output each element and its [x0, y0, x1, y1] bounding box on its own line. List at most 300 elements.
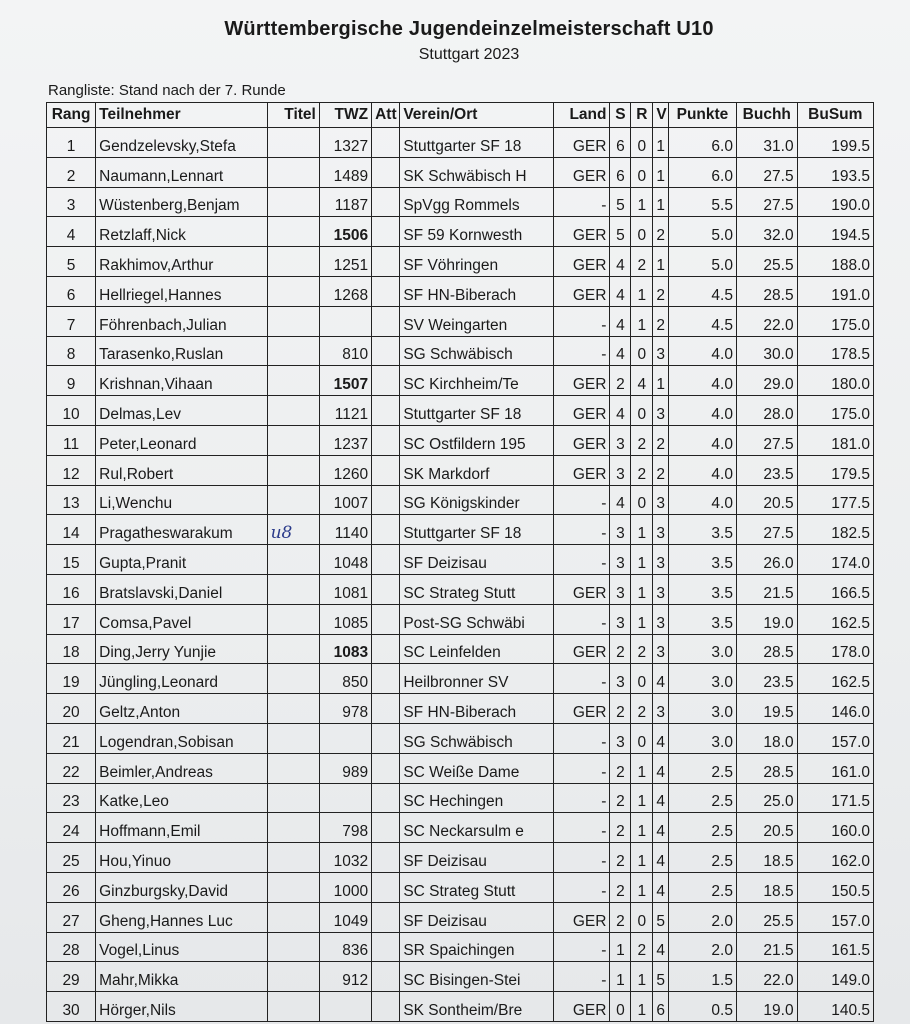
title-cell: [267, 276, 319, 306]
club-cell: SC Leinfelden: [400, 634, 554, 664]
buchholz-cell: 20.5: [736, 485, 797, 515]
wins-cell: 4: [610, 306, 631, 336]
att-cell: [372, 723, 400, 753]
buchholz-cell: 18.5: [736, 843, 797, 873]
title-cell: [267, 753, 319, 783]
att-cell: [372, 604, 400, 634]
table-row: [47, 306, 874, 336]
club-cell: SF 59 Kornwesth: [400, 217, 554, 247]
rating-cell: [319, 306, 371, 336]
points-cell: 3.0: [669, 723, 737, 753]
draws-cell: 0: [631, 902, 653, 932]
buchholz-cell: 21.5: [736, 574, 797, 604]
column-header: BuSum: [797, 103, 873, 128]
buchholz-cell: 23.5: [736, 664, 797, 694]
points-cell: 3.5: [669, 545, 737, 575]
country-cell: -: [554, 932, 610, 962]
wins-cell: 3: [610, 425, 631, 455]
draws-cell: 0: [631, 396, 653, 426]
losses-cell: 3: [653, 694, 669, 724]
participant-cell: Hellriegel,Hannes: [96, 276, 267, 306]
participant-cell: Peter,Leonard: [96, 425, 267, 455]
rating-cell: 1081: [319, 574, 371, 604]
wins-cell: 3: [610, 604, 631, 634]
table-row: [47, 187, 874, 217]
club-cell: SF HN-Biberach: [400, 694, 554, 724]
table-row: [47, 217, 874, 247]
column-header: S: [610, 103, 631, 128]
buchholz-cell: 27.5: [736, 157, 797, 187]
buchholz-cell: 32.0: [736, 217, 797, 247]
rating-cell: 1489: [319, 157, 371, 187]
points-cell: 2.5: [669, 753, 737, 783]
title-cell: [267, 902, 319, 932]
rank-cell: 2: [47, 157, 96, 187]
losses-cell: 4: [653, 753, 669, 783]
rank-cell: 4: [47, 217, 96, 247]
losses-cell: 6: [653, 992, 669, 1022]
att-cell: [372, 664, 400, 694]
table-row: [47, 276, 874, 306]
table-row: [47, 813, 874, 843]
draws-cell: 4: [631, 366, 653, 396]
country-cell: -: [554, 872, 610, 902]
participant-cell: Ginzburgsky,David: [96, 872, 267, 902]
points-cell: 4.5: [669, 276, 737, 306]
wins-cell: 6: [610, 157, 631, 187]
club-cell: SK Schwäbisch H: [400, 157, 554, 187]
points-cell: 2.5: [669, 843, 737, 873]
att-cell: [372, 902, 400, 932]
rating-cell: 1000: [319, 872, 371, 902]
busum-cell: 182.5: [797, 515, 873, 545]
buchholz-cell: 27.5: [736, 515, 797, 545]
att-cell: [372, 366, 400, 396]
country-cell: GER: [554, 425, 610, 455]
att-cell: [372, 843, 400, 873]
losses-cell: 4: [653, 723, 669, 753]
wins-cell: 2: [610, 783, 631, 813]
table-row: [47, 157, 874, 187]
losses-cell: 1: [653, 366, 669, 396]
draws-cell: 1: [631, 992, 653, 1022]
participant-cell: Tarasenko,Ruslan: [96, 336, 267, 366]
buchholz-cell: 25.5: [736, 247, 797, 277]
att-cell: [372, 694, 400, 724]
participant-cell: Krishnan,Vihaan: [96, 366, 267, 396]
losses-cell: 5: [653, 962, 669, 992]
points-cell: 5.0: [669, 217, 737, 247]
club-cell: SC Kirchheim/Te: [400, 366, 554, 396]
points-cell: 6.0: [669, 157, 737, 187]
rating-cell: 1507: [319, 366, 371, 396]
draws-cell: 1: [631, 574, 653, 604]
title-cell: [267, 783, 319, 813]
title-cell: [267, 932, 319, 962]
busum-cell: 166.5: [797, 574, 873, 604]
table-row: [47, 515, 874, 545]
table-body: [47, 128, 874, 1022]
rank-cell: 16: [47, 574, 96, 604]
table-row: [47, 574, 874, 604]
wins-cell: 2: [610, 813, 631, 843]
points-cell: 4.0: [669, 425, 737, 455]
table-row: [47, 783, 874, 813]
title-cell: [267, 723, 319, 753]
table-row: [47, 872, 874, 902]
points-cell: 3.0: [669, 634, 737, 664]
country-cell: -: [554, 187, 610, 217]
losses-cell: 1: [653, 187, 669, 217]
losses-cell: 1: [653, 157, 669, 187]
column-header: TWZ: [319, 103, 371, 128]
att-cell: [372, 425, 400, 455]
rating-cell: 1007: [319, 485, 371, 515]
wins-cell: 2: [610, 872, 631, 902]
points-cell: 4.0: [669, 455, 737, 485]
points-cell: 4.5: [669, 306, 737, 336]
participant-cell: Comsa,Pavel: [96, 604, 267, 634]
draws-cell: 0: [631, 128, 653, 158]
club-cell: SR Spaichingen: [400, 932, 554, 962]
buchholz-cell: 21.5: [736, 932, 797, 962]
rank-cell: 11: [47, 425, 96, 455]
busum-cell: 177.5: [797, 485, 873, 515]
att-cell: [372, 128, 400, 158]
draws-cell: 1: [631, 545, 653, 575]
losses-cell: 2: [653, 306, 669, 336]
column-header: Punkte: [669, 103, 737, 128]
rating-cell: 850: [319, 664, 371, 694]
wins-cell: 3: [610, 574, 631, 604]
participant-cell: Bratslavski,Daniel: [96, 574, 267, 604]
busum-cell: 194.5: [797, 217, 873, 247]
points-cell: 1.5: [669, 962, 737, 992]
country-cell: GER: [554, 366, 610, 396]
rank-cell: 21: [47, 723, 96, 753]
busum-cell: 188.0: [797, 247, 873, 277]
losses-cell: 2: [653, 455, 669, 485]
wins-cell: 4: [610, 276, 631, 306]
rating-cell: 1251: [319, 247, 371, 277]
column-header: Teilnehmer: [96, 103, 267, 128]
club-cell: SC Strateg Stutt: [400, 574, 554, 604]
points-cell: 0.5: [669, 992, 737, 1022]
draws-cell: 1: [631, 753, 653, 783]
club-cell: SF HN-Biberach: [400, 276, 554, 306]
club-cell: SC Weiße Dame: [400, 753, 554, 783]
rank-cell: 25: [47, 843, 96, 873]
country-cell: GER: [554, 455, 610, 485]
draws-cell: 2: [631, 694, 653, 724]
att-cell: [372, 276, 400, 306]
country-cell: -: [554, 604, 610, 634]
title-cell: [267, 843, 319, 873]
rank-cell: 13: [47, 485, 96, 515]
ranking-table: [46, 102, 874, 1022]
rating-cell: 1260: [319, 455, 371, 485]
page-title: Württembergische Jugendeinzelmeisterschaft U10: [224, 18, 714, 40]
club-cell: SK Markdorf: [400, 455, 554, 485]
points-cell: 4.0: [669, 396, 737, 426]
participant-cell: Wüstenberg,Benjam: [96, 187, 267, 217]
buchholz-cell: 30.0: [736, 336, 797, 366]
club-cell: SF Deizisau: [400, 902, 554, 932]
country-cell: -: [554, 664, 610, 694]
club-cell: SC Hechingen: [400, 783, 554, 813]
wins-cell: 3: [610, 545, 631, 575]
title-cell: [267, 694, 319, 724]
table-row: [47, 396, 874, 426]
rating-cell: 989: [319, 753, 371, 783]
att-cell: [372, 932, 400, 962]
busum-cell: 175.0: [797, 396, 873, 426]
busum-cell: 162.5: [797, 664, 873, 694]
losses-cell: 4: [653, 813, 669, 843]
title-cell: [267, 604, 319, 634]
table-row: [47, 843, 874, 873]
table-row: [47, 723, 874, 753]
title-cell: [267, 545, 319, 575]
column-header: Buchh: [736, 103, 797, 128]
club-cell: Post-SG Schwäbi: [400, 604, 554, 634]
country-cell: -: [554, 753, 610, 783]
losses-cell: 3: [653, 515, 669, 545]
att-cell: [372, 962, 400, 992]
participant-cell: Li,Wenchu: [96, 485, 267, 515]
participant-cell: Pragatheswarakum: [96, 515, 267, 545]
table-row: [47, 634, 874, 664]
country-cell: GER: [554, 128, 610, 158]
att-cell: [372, 306, 400, 336]
club-cell: Stuttgarter SF 18: [400, 396, 554, 426]
wins-cell: 2: [610, 753, 631, 783]
rank-cell: 29: [47, 962, 96, 992]
rating-cell: 978: [319, 694, 371, 724]
participant-cell: Delmas,Lev: [96, 396, 267, 426]
title-cell: [267, 813, 319, 843]
points-cell: 2.0: [669, 932, 737, 962]
losses-cell: 3: [653, 485, 669, 515]
club-cell: Stuttgarter SF 18: [400, 515, 554, 545]
draws-cell: 2: [631, 634, 653, 664]
participant-cell: Gheng,Hannes Luc: [96, 902, 267, 932]
table-row: [47, 247, 874, 277]
rating-cell: 1085: [319, 604, 371, 634]
losses-cell: 5: [653, 902, 669, 932]
table-row: [47, 545, 874, 575]
losses-cell: 4: [653, 783, 669, 813]
rank-cell: 28: [47, 932, 96, 962]
draws-cell: 2: [631, 932, 653, 962]
draws-cell: 0: [631, 723, 653, 753]
country-cell: GER: [554, 634, 610, 664]
table-row: [47, 604, 874, 634]
rank-cell: 14: [47, 515, 96, 545]
buchholz-cell: 19.5: [736, 694, 797, 724]
att-cell: [372, 634, 400, 664]
att-cell: [372, 455, 400, 485]
wins-cell: 5: [610, 187, 631, 217]
title-cell: [267, 574, 319, 604]
buchholz-cell: 20.5: [736, 813, 797, 843]
rank-cell: 5: [47, 247, 96, 277]
losses-cell: 2: [653, 425, 669, 455]
rating-cell: 1048: [319, 545, 371, 575]
losses-cell: 4: [653, 843, 669, 873]
country-cell: GER: [554, 276, 610, 306]
draws-cell: 2: [631, 425, 653, 455]
country-cell: -: [554, 813, 610, 843]
rating-cell: 798: [319, 813, 371, 843]
points-cell: 2.0: [669, 902, 737, 932]
club-cell: SpVgg Rommels: [400, 187, 554, 217]
att-cell: [372, 485, 400, 515]
title-cell: [267, 336, 319, 366]
losses-cell: 3: [653, 574, 669, 604]
title-cell: [267, 128, 319, 158]
table-row: [47, 485, 874, 515]
participant-cell: Föhrenbach,Julian: [96, 306, 267, 336]
draws-cell: 1: [631, 783, 653, 813]
wins-cell: 2: [610, 694, 631, 724]
draws-cell: 1: [631, 962, 653, 992]
page-subtitle: Stuttgart 2023: [418, 46, 520, 63]
country-cell: -: [554, 843, 610, 873]
table-row: [47, 753, 874, 783]
country-cell: GER: [554, 574, 610, 604]
wins-cell: 5: [610, 217, 631, 247]
wins-cell: 1: [610, 932, 631, 962]
points-cell: 4.0: [669, 336, 737, 366]
table-row: [47, 128, 874, 158]
rank-cell: 7: [47, 306, 96, 336]
participant-cell: Mahr,Mikka: [96, 962, 267, 992]
buchholz-cell: 18.0: [736, 723, 797, 753]
losses-cell: 3: [653, 545, 669, 575]
title-cell: [267, 962, 319, 992]
table-row: [47, 366, 874, 396]
wins-cell: 4: [610, 336, 631, 366]
buchholz-cell: 27.5: [736, 425, 797, 455]
buchholz-cell: 22.0: [736, 306, 797, 336]
busum-cell: 180.0: [797, 366, 873, 396]
table-row: [47, 425, 874, 455]
att-cell: [372, 545, 400, 575]
att-cell: [372, 515, 400, 545]
wins-cell: 3: [610, 515, 631, 545]
points-cell: 2.5: [669, 813, 737, 843]
draws-cell: 1: [631, 813, 653, 843]
column-header: R: [631, 103, 653, 128]
country-cell: GER: [554, 992, 610, 1022]
wins-cell: 2: [610, 634, 631, 664]
title-cell: [267, 247, 319, 277]
busum-cell: 179.5: [797, 455, 873, 485]
participant-cell: Geltz,Anton: [96, 694, 267, 724]
title-cell: [267, 872, 319, 902]
rank-cell: 30: [47, 992, 96, 1022]
rank-cell: 17: [47, 604, 96, 634]
rating-cell: 1083: [319, 634, 371, 664]
title-cell: [267, 157, 319, 187]
column-header: Titel: [267, 103, 319, 128]
busum-cell: 191.0: [797, 276, 873, 306]
busum-cell: 150.5: [797, 872, 873, 902]
title-cell: u8: [267, 515, 319, 545]
points-cell: 4.0: [669, 366, 737, 396]
rating-cell: 810: [319, 336, 371, 366]
country-cell: -: [554, 306, 610, 336]
rank-cell: 9: [47, 366, 96, 396]
losses-cell: 2: [653, 276, 669, 306]
table-row: [47, 455, 874, 485]
participant-cell: Rakhimov,Arthur: [96, 247, 267, 277]
buchholz-cell: 31.0: [736, 128, 797, 158]
club-cell: SC Bisingen-Stei: [400, 962, 554, 992]
title-cell: [267, 664, 319, 694]
points-cell: 3.0: [669, 694, 737, 724]
draws-cell: 1: [631, 515, 653, 545]
busum-cell: 161.0: [797, 753, 873, 783]
country-cell: -: [554, 723, 610, 753]
wins-cell: 6: [610, 128, 631, 158]
wins-cell: 1: [610, 962, 631, 992]
points-cell: 3.5: [669, 515, 737, 545]
column-header: Verein/Ort: [400, 103, 554, 128]
draws-cell: 0: [631, 157, 653, 187]
rating-cell: 912: [319, 962, 371, 992]
rating-cell: 1506: [319, 217, 371, 247]
club-cell: SF Deizisau: [400, 545, 554, 575]
club-cell: SC Neckarsulm e: [400, 813, 554, 843]
att-cell: [372, 396, 400, 426]
att-cell: [372, 813, 400, 843]
losses-cell: 4: [653, 932, 669, 962]
busum-cell: 140.5: [797, 992, 873, 1022]
draws-cell: 1: [631, 187, 653, 217]
country-cell: GER: [554, 902, 610, 932]
draws-cell: 0: [631, 217, 653, 247]
participant-cell: Retzlaff,Nick: [96, 217, 267, 247]
wins-cell: 3: [610, 455, 631, 485]
participant-cell: Hou,Yinuo: [96, 843, 267, 873]
participant-cell: Hörger,Nils: [96, 992, 267, 1022]
wins-cell: 4: [610, 396, 631, 426]
buchholz-cell: 26.0: [736, 545, 797, 575]
att-cell: [372, 157, 400, 187]
busum-cell: 199.5: [797, 128, 873, 158]
title-cell: [267, 366, 319, 396]
att-cell: [372, 753, 400, 783]
busum-cell: 193.5: [797, 157, 873, 187]
title-cell: [267, 396, 319, 426]
table-row: [47, 336, 874, 366]
busum-cell: 162.5: [797, 604, 873, 634]
rating-cell: 836: [319, 932, 371, 962]
rating-cell: 1268: [319, 276, 371, 306]
title-cell: [267, 425, 319, 455]
draws-cell: 1: [631, 604, 653, 634]
title-cell: [267, 187, 319, 217]
buchholz-cell: 25.5: [736, 902, 797, 932]
rating-cell: [319, 992, 371, 1022]
country-cell: GER: [554, 157, 610, 187]
points-cell: 3.5: [669, 604, 737, 634]
wins-cell: 2: [610, 902, 631, 932]
rank-cell: 19: [47, 664, 96, 694]
participant-cell: Rul,Robert: [96, 455, 267, 485]
